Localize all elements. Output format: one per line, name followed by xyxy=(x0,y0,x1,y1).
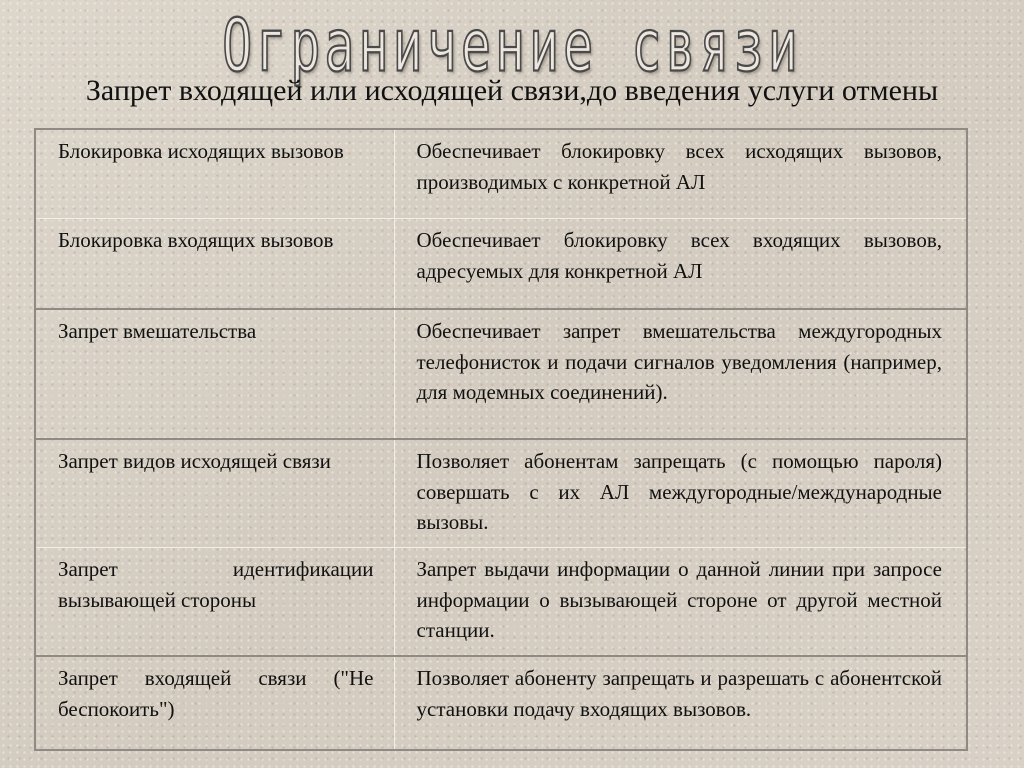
table-row xyxy=(35,656,967,750)
table-row xyxy=(35,548,967,657)
feature-description-cell xyxy=(394,439,967,548)
feature-description-cell xyxy=(394,548,967,657)
feature-name: Блокировка исходящих вызовов xyxy=(58,139,344,163)
features-table xyxy=(34,128,968,751)
feature-description-cell xyxy=(394,129,967,219)
table-row xyxy=(35,439,967,548)
feature-description-cell xyxy=(394,656,967,750)
feature-name-cell xyxy=(35,439,394,548)
feature-description: Запрет выдачи информации о данной линии при запросе информации о вызывающей стороне от другой местной станции. xyxy=(416,557,942,642)
feature-description: Позволяет абонентам запрещать (с помощью пароля) совершать с их АЛ междугородные/международные вызовы. xyxy=(416,449,942,534)
feature-name: Запрет идентификации вызывающей стороны xyxy=(58,557,374,612)
feature-name-cell xyxy=(35,309,394,439)
feature-name-cell xyxy=(35,129,394,219)
feature-description-cell xyxy=(394,219,967,310)
feature-name: Запрет вмешательства xyxy=(58,319,257,343)
table-row xyxy=(35,309,967,439)
feature-name-cell xyxy=(35,656,394,750)
table-row xyxy=(35,129,967,219)
feature-description: Позволяет абоненту запрещать и разрешать с абонентской установки подачу входящих вызовов. xyxy=(416,666,942,721)
feature-description: Обеспечивает запрет вмешательства междугородных телефонисток и подачи сигналов уведомления (например, для модемных соединений). xyxy=(416,319,942,404)
slide-subtitle: Запрет входящей или исходящей связи,до введения услуги отмены xyxy=(85,74,939,107)
feature-name: Запрет видов исходящей связи xyxy=(58,449,331,473)
feature-name: Запрет входящей связи ("Не беспокоить") xyxy=(58,666,374,721)
table-row xyxy=(35,219,967,310)
feature-name-cell xyxy=(35,548,394,657)
feature-description: Обеспечивает блокировку всех исходящих вызовов, производимых с конкретной АЛ xyxy=(416,139,942,194)
feature-description: Обеспечивает блокировку всех входящих вызовов, адресуемых для конкретной АЛ xyxy=(416,228,942,283)
feature-name-cell xyxy=(35,219,394,310)
feature-description-cell xyxy=(394,309,967,439)
slide-title: Ограничение связи xyxy=(222,3,802,89)
feature-name: Блокировка входящих вызовов xyxy=(58,228,334,252)
